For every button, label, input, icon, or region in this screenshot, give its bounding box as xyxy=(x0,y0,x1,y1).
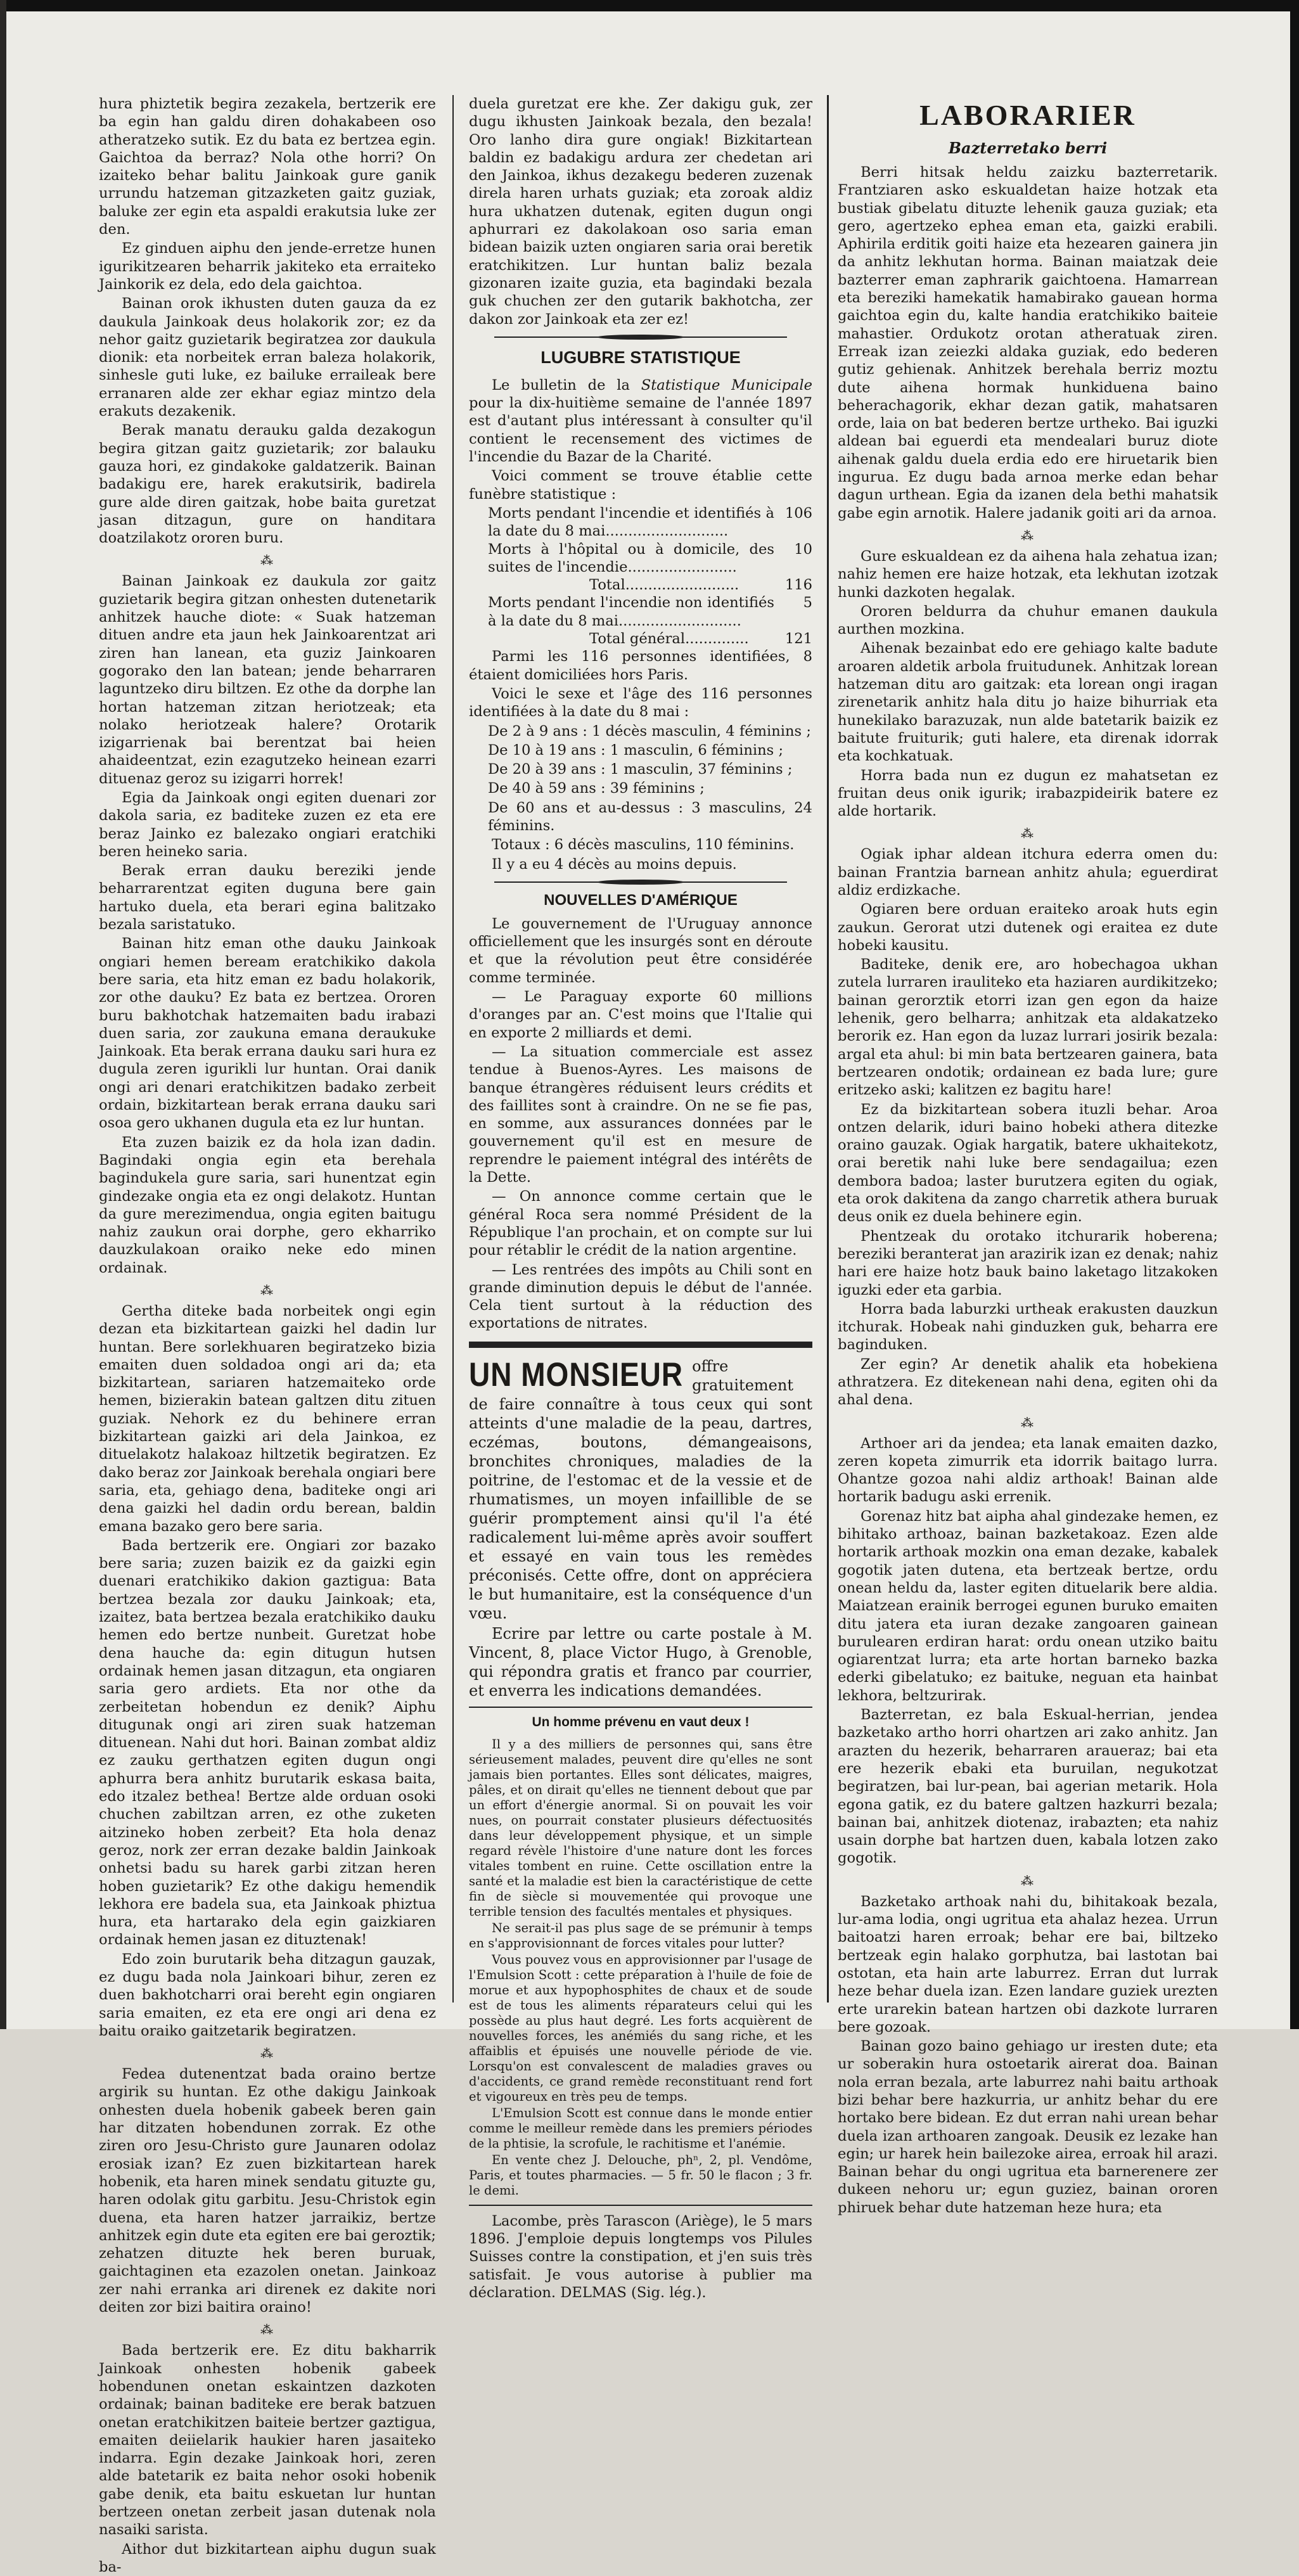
paragraph: Ogiaren bere orduan eraiteko aroak huts egin zaukun. Gerorat utzi dutenek ogi eraitea ez dute hobeki kausitu. xyxy=(838,901,1218,954)
article-title-amerique: NOUVELLES D'AMÉRIQUE xyxy=(544,891,738,909)
age-line: De 40 à 59 ans : 39 féminins ; xyxy=(488,780,705,797)
paragraph: Bainan gozo baino gehiago ur iresten dute; eta ur soberakin hura ostoetarik airerat doa. Bainan nola erran bezala, arte laburrez nahi baitu arthoak bizi behar bere hazkurria, ur anhitz behar du ere hortako bere bidean. Ez dut erran nahi urean behar duela izan arthoaren zangoak. Deusik ez lezake han egin; ur harek hein bailezoke airea, erroak hil arazi. Bainan behar du ongi ugritua eta barnerenere zer dukeen nehoru ur; egun guziez, bainan ororen phiruek behar dute hatzeman heze hura; eta xyxy=(838,2038,1218,2216)
asterism: ⁂ xyxy=(260,1283,274,1298)
ornamental-rule xyxy=(494,878,787,886)
paragraph: Gertha diteke bada norbeitek ongi egin dezan eta bizkitartean gaizki hel dadin lur huntan. Bere sorlekhuaren begiratzeko bizia emaiten duen soldadoa ongi ari da; eta bizkitartean, sariaren hatzemaiteko orde hemen, bizierakin batean galtzen ditu zituen guziak. Nehork ez du behinere erran bizkitartean gaizki ari dela Jainkoa, ez dituelakotz halakoaz hiltzetik begiratzen. Ez dako beraz zor Jainkoak berehala ongiari bere saria, eta, gehiago dena, baditeke ongi ari dena gaizki hel dadin ordu berean, baldin emana bazako gero bere saria. xyxy=(99,1303,436,1535)
paragraph: Bada bertzerik ere. Ongiari zor bazako bere saria; zuzen baizik ez da gaizki egin duenari eratchikiko dakion gaztigua: Bata bertzea bezala zor dauku Jainkoak; eta, izaitez, bata bertzea bezala eratchikiko dauku hemen edo bertze nunbeit. Guretzat hobe dena hauche da: egin ditugun hutsen ordainak hemen jasan ditzagun, eta ongiaren saria gero ardiets. Eta nor othe da zerbeitetan hobendun ez denik? Aiphu ditugunak ongi ari ziren suak hatzeman dituenean. Nahi dut hori. Bainan zombat aldiz ez zauku gerthatzen egiten dugun ongi aphurra bera anhitz burutarik eskasa baita, edo itzalez bethea! Bertze alde orduan osoki chuchen zabiltzan arren, ez othe zuketen aitzineko hoben zerbeit? Eta hola denaz geroz, nork zer erran dezake baldin Jainkoak onhetsi badu su harek garbi zitzan heren hoben guzietarik? Ez othe dakigu hemendik lekhora ere badela sua, eta Jainkoak phiztua hura, eta hartarako dela egin gaizkiaren ordainak hemen jasan ez dituztenak! xyxy=(99,1537,436,1949)
column-2 xyxy=(469,95,812,2301)
column-rule-1 xyxy=(452,95,454,2002)
column-rule-2 xyxy=(827,95,829,2002)
ad-text: Vous pouvez vous en approvisionner par l'usage de l'Emulsion Scott : cette préparation à l'huile de foie de morue et aux hypophosphites de chaux et de soude est de tous les aliments réparateurs celui qui les possède au plus haut degré. Les forts acquièrent de nouvelles forces, les anémiés du sang riche, et les affaiblis et épuisés une nouvelle période de vie. Lorsqu'on est convalescent de maladies graves ou d'accidents, ce grand remède reconstituant rend fort et vigoureux en très peu de temps. xyxy=(469,1952,812,2104)
stat-row: Morts à l'hôpital ou à domicile, des suites de l'incendie........................ 10 xyxy=(488,541,812,575)
ad-text: L'Emulsion Scott est connue dans le monde entier comme le meilleur remède dans les premiers périodes de la phtisie, la scrofule, le rachitisme et l'anémie. xyxy=(469,2105,812,2151)
paragraph: Parmi les 116 personnes identifiées, 8 étaient domiciliées hors Paris. xyxy=(469,648,812,683)
stat-row: Morts pendant l'incendie et identifiés à la date du 8 mai........................... 106 xyxy=(488,504,812,540)
separator-thick xyxy=(469,1342,812,1348)
column-3 xyxy=(838,95,1218,2216)
asterism: ⁂ xyxy=(260,2046,274,2061)
asterism: ⁂ xyxy=(1021,1873,1035,1888)
paragraph: Horra bada nun ez dugun ez mahatsetan ez fruitan deus onik igurik; irabazpideirik batere ez alde hortarik. xyxy=(838,767,1218,820)
stat-row-grand-total: Total général.............. 121 xyxy=(589,631,812,648)
paragraph: hura phiztetik begira zezakela, bertzerik ere ba egin han galdu diren dohakabeen oso atheratzeko sutik. Ez du bata ez bertzea egin. Gaichtoa da berraz? Nola othe horri? On izaiteko behar balitu Jainkoak gure ganik urrundu hatzeman gitzazketen gaitz guziak, baluke zer egin eta aspaldi erakutsia luke zer den. xyxy=(99,96,436,238)
paragraph: Il y a eu 4 décès au moins depuis. xyxy=(492,855,737,873)
age-line: De 2 à 9 ans : 1 décès masculin, 4 féminins ; xyxy=(488,722,811,740)
paragraph: Bainan hitz eman othe dauku Jainkoak ongiari hemen beream eratchikiko dakola bere saria, eta hitz eman ez badu holakorik, zor othe dauku? Ez bata ez bertzea. Ororen buru bakhotchak hatzemaiten badu irabazi duen saria, zor zaukuna emana deraukuke Jainkoak. Eta berak errana dauku sari hura ez dugula zeren igurikli lur huntan. Orai danik ongi ari denari eratchikitzen badako zerbeit ordain, bizkitartean berak errana dauku sari osoa gero ukhanen dugula eta ez lur huntan. xyxy=(99,935,436,1132)
scan-border-left xyxy=(0,0,6,2029)
paragraph: Ez ginduen aiphu den jende-erretze hunen igurikitzearen beharrik jakiteko eta erraiteko Jainkorik ez dela, edo dela gaichtoa. xyxy=(99,240,436,293)
age-line: De 60 ans et au-dessus : 3 masculins, 24 féminins. xyxy=(488,799,812,834)
article-title-statistique: LUGUBRE STATISTIQUE xyxy=(541,347,741,367)
paragraph: Bainan orok ikhusten duten gauza da ez daukula Jainkoak deus holakorik zor; ez da nehor gaitz guzietarik begiratzea zor daukula dionik: eta norbeitek erran baleza holakorik, sinhesle guti luke, ez bailuke erraileak bere erranaren alde zer ekhar egiaz mintzo dela erakuts dezakenik. xyxy=(99,295,436,420)
paragraph: Fedea dutenentzat bada oraino bertze argirik su huntan. Ez othe dakigu Jainkoak onhesten duela hobenik gabeek beren gain har ditzaten hobendunen zorrak. Ez othe ziren oro Jesu-Christo gure Jaunaren odolaz erosiak izan? Ez zuen bizkitartean harek hobenik, eta haren minek sendatu gituzte gu, haren odolak gitu garbitu. Jesu-Christok egin duena, eta haren hatzer jarraikiz, bertze anhitzek egin dute eta egiten ere bai geroztik; zehatzen dituzte hek beren buruak, gaichtaginen eta ezazolen onetan. Jainkoaz zer nahi erranka ari direnek ez dakite nori deiten zor bizi baitira oraino! xyxy=(99,2066,436,2316)
paragraph: Bazterretan, ez bala Eskual-herrian, jendea bazketako artho horri ohartzen ari zako anhitz. Jan arazten du hezerik, beharraren araueraz; bai eta ere hezerik ebaki eta buruilan, negukotzat begiratzen, bai lur-pean, bai agerian metarik. Hola egona gatik, ez du batere galtzen hazkurri bezala; bainan bai, anhitzek diotenaz, irabazten; eta nahiz usain dorphe bat hartzen duen, kabala lotzen zako gogotik. xyxy=(838,1707,1218,1867)
paragraph: Aithor dut bizkitartean aiphu dugun suak ba- xyxy=(99,2541,436,2575)
paragraph: Voici le sexe et l'âge des 116 personnes identifiées à la date du 8 mai : xyxy=(469,685,812,721)
paragraph: Zer egin? Ar denetik ahalik eta hobekiena athratzera. Ez ditekenean nahi dena, egiten ohi da ahal dena. xyxy=(838,1355,1218,1409)
stat-row-total: Total......................... 116 xyxy=(589,577,812,594)
paragraph: Eta zuzen baizik ez da hola izan dadin. Bagindaki ongia egin eta berehala bagindukela gure saria, sari hunentzat egin gindezake ongia eta ez ongi delakotz. Huntan da gure merezimendua, ongia egiten baitugu nahiz zaukun orai dorphe, gero ekharriko dauzkulakoan oraiko neke edo minen ordainak. xyxy=(99,1134,436,1276)
paragraph: Horra bada laburzki urtheak erakusten dauzkun itchurak. Hobeak nahi ginduzken guk, beharra ere baginduken. xyxy=(838,1300,1218,1354)
ad-text: Il y a des milliers de personnes qui, sans être sérieusement malades, peuvent dire qu'elles ne sont jamais bien portantes. Elles sont délicates, maigres, pâles, et on dirait qu'elles ne tiennent debout que par un effort d'énergie anormal. Si on pouvait les voir nues, on pourrait constater plusieurs défectuosités dans leur développement physique, et un simple regard révèle l'histoire d'une nature dont les forces vitales tombent en ruine. Cette oscillation entre la santé et la maladie est bien la caractéristique de cette fin de siècle si mouvementée qui provoque une terrible tension des facultés mentales et physiques. xyxy=(469,1736,812,1919)
separator xyxy=(469,1707,812,1708)
ad-title-prevenu: Un homme prévenu en vaut deux ! xyxy=(532,1714,750,1729)
paragraph: Berak erran dauku bereziki jende beharrarentzat egiten duguna bere gain hartuko duela, eta berari egina balitzako bezala saristatuko. xyxy=(99,862,436,933)
ad-text: Ecrire par lettre ou carte postale à M. Vincent, 8, place Victor Hugo, à Grenoble, qui répondra gratis et franco par courrier, et enverra les indications demandées. xyxy=(469,1624,812,1700)
ad-text: offre gratuitement de faire connaître à tous ceux qui sont atteints d'une maladie de la peau, dartres, eczémas, boutons, démangeaisons, bronchites chroniques, maladies de la poitrine, de l'estomac et de la vessie et de rhumatismes, un moyen infaillible de se guérir promptement ainsi qu'il l'a été radicalement lui-même après avoir souffert et essayé en vain tous les remèdes préconisés. Cette offre, dont on appréciera le but humanitaire, est la conséquence d'un vœu. xyxy=(469,1357,812,1622)
scan-border-top xyxy=(0,0,1299,11)
paragraph: — Les rentrées des impôts au Chili sont en grande diminution depuis le début de l'année. Cela tient surtout à la réduction des exportations de nitrates. xyxy=(469,1261,812,1332)
paragraph: Ez da bizkitartean sobera ituzli behar. Aroa ontzen delarik, iduri baino hobeki athera ditezke oraino gauzak. Ogiak hargatik, batere ukhaitekotz, orai beretik nahi luke bere sendagailua; ezen dembora badoa; laster burutzera egiten du ogiak, eta orok dakitena da zango charretik athera buruak deus onik ez duela behinere egin. xyxy=(838,1101,1218,1226)
paragraph: — La situation commerciale est assez tendue à Buenos-Ayres. Les maisons de banque étrangères réduisent leurs crédits et des faillites sont à craindre. On ne se fie pas, en somme, aux assurances données par le gouvernement qu'il est en mesure de reprendre le paiement intégral des intérêts de la Dette. xyxy=(469,1043,812,1186)
paragraph: Phentzeak du orotako itchurarik hoberena; bereziki beranterat jan arazirik izan ez denak; nahiz hari ere haize hotz bauk baino laketago litzakoken iguzki eder eta garbia. xyxy=(838,1227,1218,1298)
ad-testimonial: Lacombe, près Tarascon (Ariège), le 5 mars 1896. J'emploie depuis longtemps vos Pilules Suisses contre la constipation, et j'en suis très satisfait. Je vous autorise à publier ma déclaration. DELMAS (Sig. lég.). xyxy=(469,2212,812,2301)
paragraph: Aihenak bezainbat edo ere gehiago kalte badute aroaren aldetik arbola fruitudunek. Anhitzak lorean hatzeman ditu aro gaitzak: eta lorean ongi iragan zirenetarik anhitz hala ditu jo haize bihurriak eta hunekilako barazuzak, nun alde batetarik baizik ez baitute fruiturik; guti halere, eta direnak idorrak eta kochkatuak. xyxy=(838,640,1218,765)
column-1 xyxy=(99,95,436,2575)
paragraph: Le bulletin de la Statistique Municipale pour la dix-huitième semaine de l'année 1897 est d'autant plus intéressant à consulter qu'il contient le recensement des victimes de l'incendie du Bazar de la Charité. xyxy=(469,376,812,466)
paragraph: Bazketako arthoak nahi du, bihitakoak bezala, lur-ama lodia, ongi ugritua eta ahalaz hezea. Urrun baitoatzi haren erroak; behar ere bai, biltzeko bertzeak egin halako gorphutza, bai lastotan bai ostotan, eta hain arte laburrez. Erran dut lurrak heze behar duela izan. Ezen landare guziek urezten erte urarekin batean hartzen obi dazkote lurraren bere gozoak. xyxy=(838,1893,1218,2035)
asterism: ⁂ xyxy=(260,2322,274,2338)
paragraph: Egia da Jainkoak ongi egiten duenari zor dakola saria, ez baditeke zuzen ez eta ere beraz Jainko ez balezako ongiari eratchiki beren heineko saria. xyxy=(99,789,436,860)
advertisement-monsieur xyxy=(469,1357,812,1623)
stat-row: Morts pendant l'incendie non identifiés à la date du 8 mai........................... 5 xyxy=(488,594,812,629)
ad-text: Ne serait-il pas plus sage de se prémunir à temps en s'approvisionnant de forces vitales pour lutter? xyxy=(469,1920,812,1951)
paragraph: Berak manatu derauku galda dezakogun begira gitzan gaitz guzietarik; zor balauku gauza hori, ez gindakoke galdatzerik. Bainan badakigu ere, harek erakutsirik, badirela gure alde diren gaitzak, hobe baita guretzat jasan ditzagun, gure on handitara doatzilakotz ororen buru. xyxy=(99,422,436,547)
paragraph: Voici comment se trouve établie cette funèbre statistique : xyxy=(469,468,812,503)
section-title: LABORARIER xyxy=(919,99,1136,131)
ad-title: UN MONSIEUR xyxy=(469,1355,684,1394)
section-subtitle: Bazterretako berri xyxy=(948,139,1108,157)
age-line: De 20 à 39 ans : 1 masculin, 37 féminins ; xyxy=(488,761,793,778)
paragraph: duela guretzat ere khe. Zer dakigu guk, zer dugu ikhusten Jainkoak bezala, den bezala! Oro lanho dira gure ongiak! Bizkitartean baldin ez badakigu ardura zer chedetan ari den Jainkoa, ikhus dezakegu bederen zuzenak direla haren urhats guziak; eta zoroak aldiz hura ukhatzen dutenak, egiten dugun ongi aphurrari ez dakolakoan oso saria eman bidean baizik uzten ongiaren saria orai beretik eratchikitzen. Lur huntan baliz bezala gizonaren izaite guzia, eta bagindaki bezala guk chuchen zer den gutarik bakhotcha, zer dakon zor Jainkoak eta zer ez! xyxy=(469,96,812,328)
paragraph: Ogiak iphar aldean itchura ederra omen du: bainan Frantzia barnean anhitz ahula; eguerdirat aldiz erdizkache. xyxy=(838,846,1218,899)
ad-text: En vente chez J. Delouche, phⁿ, 2, pl. Vendôme, Paris, et toutes pharmacies. — 5 fr. 50 le flacon ; 3 fr. le demi. xyxy=(469,2152,812,2198)
paragraph: Bainan Jainkoak ez daukula zor gaitz guzietarik begira gitzan onhesten dutenetarik anhitzek hauche diote: « Suak hatzeman dituen andre eta jaun hek Jainkoarentzat ari ziren han lanean, eta guziz Jainkoaren gogorako den lan batean; jende beharraren laguntzeko diru biltzen. Ez othe da dorphe lan hortan hatzeman zitzan heriotzeak; eta nolako heriotzeak halere? Orotarik izigarrienak bai berentzat bai heien ahaideentzat, ezin ezagutzeko heinean ezarri dituenaz geroz su izigarri horrek! xyxy=(99,573,436,787)
asterism: ⁂ xyxy=(260,553,274,568)
paragraph: Gure eskualdean ez da aihena hala zehatua izan; nahiz hemen ere haize hotzak, eta lekhutan izotzak hunki dazkoten hegalak. xyxy=(838,548,1218,601)
paragraph: Le gouvernement de l'Uruguay annonce officiellement que les insurgés sont en déroute et que la révolution peut être considérée comme terminée. xyxy=(469,915,812,986)
paragraph: Edo zoin burutarik beha ditzagun gauzak, ez dugu bada nola Jainkoari bihur, zeren ez duen bakhotcharri orai bereht egin ongiaren saria emaiten, ez eta ere ongi ari dena ez baitu oraiko gaitzetarik begiratzen. xyxy=(99,1951,436,2039)
scan-border-right xyxy=(1290,0,1299,2029)
paragraph: Ororen beldurra da chuhur emanen daukula aurthen mozkina. xyxy=(838,603,1218,638)
paragraph: Totaux : 6 décès masculins, 110 féminins. xyxy=(492,836,795,854)
asterism: ⁂ xyxy=(1021,527,1035,543)
paragraph: Berri hitsak heldu zaizku bazterretarik. Frantziaren asko eskualdetan haize hotzak eta bustiak gibelatu dituzte lehenik gauza guziak; eta gero, agertzeko ephea eman eta, gaizki erabili. Aphirila erditik goiti haize eta hezearen gainera jin da anhitz lekhutan horma. Bainan maiatzak deie bazterrer eman zaphrarik gaichtoena. Hamarrean eta bereziki hamekatik hamabirako gauean horma gaichtoa egin du, kalte handia eratchikiko baiteie mahastier. Ordukotz orotan atheratuak ziren. Erreak izan zeiezki aldaka guziak, edo bederen gutiz gehienak. Anhitzek berehala berriz moztu dute aihena hormak hunkiduena baino beherachagorik, ekhar dezan gatik, mahatsaren orde, laia on bat bederen bertze urtheko. Bai iguzki aldean bai eguerdi eta mendealari buruz diote aihenak galdu duela erdia edo ere hiruetarik bien ingurua. Ez dugu bada arnoa merke edan behar dagun urthean. Egia da izanen dela bethi mahatsik gabe egin arnotik. Halere jadanik goiti ari da arnoa. xyxy=(838,164,1218,522)
asterism: ⁂ xyxy=(1021,1414,1035,1430)
age-line: De 10 à 19 ans : 1 masculin, 6 féminins ; xyxy=(488,741,784,759)
ornamental-rule xyxy=(494,333,787,341)
paragraph: Bada bertzerik ere. Ez ditu bakharrik Jainkoak onhesten hobenik gabeek hobendunen onetan eskaintzen dazkoten ordainak; bainan baditeke ere berak batzuen onetan eratchikitzen baiteie bertzer gaztigua, emaiten deiielarik haukier haren jasaiteko indarra. Egin dezake Jainkoak hori, zeren alde batetarik ez baita nehor osoki hobenik gabe denik, eta baitu eskuetan lur huntan bertzeen onetan zerbeit jasan dutenak nola nasaiki sarista. xyxy=(99,2342,436,2539)
asterism: ⁂ xyxy=(1021,826,1035,842)
separator xyxy=(469,2205,812,2206)
paragraph: Gorenaz hitz bat aipha ahal gindezake hemen, ez bihitako arthoaz, bainan bazketakoaz. Ezen alde hortarik arthoak mozkin ona eman dezake, kabalek gogotik jaten dutena, eta bertzeak bertze, ordu onean heldu da, laster egiten dituelarik bere aldia. Maiatzean erainik berrogei egunen buruko emaiten ditu jatera eta iuran dezake zangoaren gainean burulearen erdiran harat: ordu onean utziko baitu ogiarentzat lurra; eta arte hortan barneko bazka ederki gibelatuko; ez baituke, neguan eta hainbat lekhora, beltzurirak. xyxy=(838,1508,1218,1704)
paragraph: Arthoer ari da jendea; eta lanak emaiten dazko, zeren kopeta zimurrik eta idorrik baitago lurra. Ohantze gozoa nahi aldiz arthoak! Bainan alde hortarik badugu aski errenik. xyxy=(838,1435,1218,1506)
paragraph: — Le Paraguay exporte 60 millions d'oranges par an. C'est moins que l'Italie qui en exporte 2 milliards et demi. xyxy=(469,989,812,1041)
paragraph: Baditeke, denik ere, aro hobechagoa ukhan zutela lurraren irauliteko eta haziaren aurdikitzeko; bainan gerorztik etorri izan gen egon da haize lehenik, gero belharra; anhitzak eta aldakatzeko berorik ez. Han egon da luzaz lurrari josirik bezala: argal eta ahul: bi min bata bertzearen gainera, bata bertzearen ondotik; ordainean ez bada lure; gure eritzeko aski; kalitzen ez bagitu hare! xyxy=(838,956,1218,1099)
paragraph: — On annonce comme certain que le général Roca sera nommé Président de la République l'an prochain, et on compte sur lui pour rétablir le crédit de la nation argentine. xyxy=(469,1188,812,1259)
